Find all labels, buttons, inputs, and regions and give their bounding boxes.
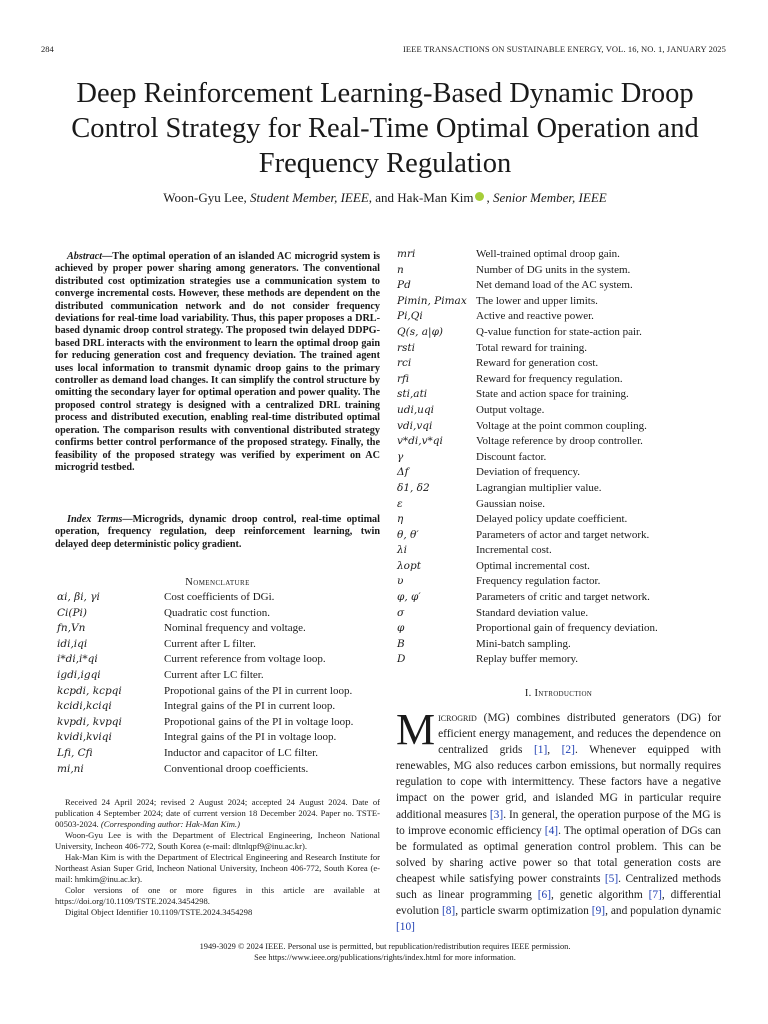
author-line: Woon-Gyu Lee, Student Member, IEEE, and Hak-Man Kim , Senior Member, IEEE xyxy=(163,190,607,205)
introduction-body xyxy=(396,705,722,935)
nomenclature-symbol: ε xyxy=(397,497,403,510)
nomenclature-row xyxy=(397,294,658,310)
nomenclature-description: State and action space for training. xyxy=(476,388,629,401)
author-2-affiliation: Hak-Man Kim is with the Department of Electrical Engineering and Research Institute for Northeast Asian Super Grid, Incheon National University, Incheon 406-772, South Korea (e-mail: hmkim@inu.ac.kr). xyxy=(55,852,380,884)
nomenclature-row xyxy=(397,497,658,513)
nomenclature-description: Nominal frequency and voltage. xyxy=(164,622,306,635)
nomenclature-row xyxy=(57,684,353,700)
nomenclature-symbol: rci xyxy=(397,357,412,370)
journal-header: IEEE TRANSACTIONS ON SUSTAINABLE ENERGY, VOL. 16, NO. 1, JANUARY 2025 xyxy=(402,44,726,54)
nomenclature-symbol: udi,uqi xyxy=(397,403,435,416)
intro-text: . Whenever equipped with renewables, MG also reduces carbon emissions, but normally requires regulation to cope with intermittency. These factors have a negative impact on the power grid, and islanded MG in particular require additional measures xyxy=(396,744,721,821)
nomenclature-row xyxy=(397,278,658,294)
abstract-label: Abstract xyxy=(67,251,103,262)
nomenclature-description: Number of DG units in the system. xyxy=(476,263,631,276)
nomenclature-row xyxy=(57,668,353,684)
nomenclature-symbol: kcidi,kciqi xyxy=(57,700,112,713)
nomenclature-description: Inductor and capacitor of LC filter. xyxy=(164,746,318,759)
nomenclature-symbol: D xyxy=(397,653,406,666)
nomenclature-symbol: υ xyxy=(397,575,404,588)
intro-text: , differential evolution xyxy=(396,889,721,918)
paper-title: Deep Reinforcement Learning-Based Dynamic Droop Control Strategy for Real-Time Optimal Operation and Frequency Regulation xyxy=(71,78,699,179)
nomenclature-symbol: θ, θ′ xyxy=(397,528,419,541)
nomenclature-description: Current after LC filter. xyxy=(164,668,264,681)
nomenclature-symbol: Ci(Pi) xyxy=(57,606,88,619)
nomenclature-description: Total reward for training. xyxy=(476,341,588,354)
nomenclature-symbol: mri xyxy=(397,248,416,260)
nomenclature-row xyxy=(397,309,658,325)
section-numeral: I. xyxy=(524,688,532,699)
citation-link[interactable]: [1] xyxy=(533,744,548,757)
nomenclature-symbol: kvidi,kviqi xyxy=(57,731,112,744)
nomenclature-description: Reward for generation cost. xyxy=(476,357,599,370)
nomenclature-row xyxy=(397,341,658,357)
nomenclature-description: Current reference from voltage loop. xyxy=(164,653,326,666)
nomenclature-row xyxy=(397,574,658,590)
nomenclature-row xyxy=(397,325,658,341)
nomenclature-symbol: Pi,Qi xyxy=(397,310,423,323)
nomenclature-row xyxy=(397,559,658,575)
nomenclature-description: Incremental cost. xyxy=(476,544,552,557)
nomenclature-row xyxy=(57,590,353,606)
received-notes xyxy=(55,797,380,918)
nomenclature-row xyxy=(397,512,658,528)
nomenclature-symbol: φ, φ′ xyxy=(397,591,421,604)
nomenclature-symbol: η xyxy=(397,513,404,526)
nomenclature-description: Integral gains of the PI in voltage loop. xyxy=(164,731,337,744)
nomenclature-row xyxy=(57,715,353,731)
nomenclature-symbol: idi,iqi xyxy=(57,637,88,650)
nomenclature-description: Integral gains of the PI in current loop. xyxy=(164,700,336,713)
nomenclature-row xyxy=(57,762,353,778)
nomenclature-description: Replay buffer memory. xyxy=(476,653,579,666)
nomenclature-symbol: δ1, δ2 xyxy=(397,481,430,494)
nomenclature-description: Current after L filter. xyxy=(164,637,256,650)
nomenclature-row xyxy=(57,621,353,637)
nomenclature-description: Conventional droop coefficients. xyxy=(164,762,309,775)
nomenclature-row xyxy=(397,528,658,544)
nomenclature-symbol: Q(s, a|φ) xyxy=(397,325,444,338)
citation-link[interactable]: [2] xyxy=(561,744,575,757)
nomenclature-symbol: φ xyxy=(397,622,405,635)
introduction-heading xyxy=(396,688,721,699)
nomenclature-description: Propotional gains of the PI in voltage loop. xyxy=(164,715,354,728)
nomenclature-symbol: v*di,v*qi xyxy=(397,435,443,448)
nomenclature-symbol: rsti xyxy=(397,341,415,354)
intro-text: . In general, the operation purpose of the MG is to improve economic efficiency xyxy=(396,808,721,837)
intro-text: , genetic algorithm xyxy=(551,889,649,902)
abstract-text: The optimal operation of an islanded AC microgrid system is achieved by proper power sharing among generators. The conventional distributed cost optimization strategies use a communication system to converge incremental costs. However, these methods are dependent on the distributed communication network and do not consider frequency deviations for real-time load variability. Thus, this paper proposes a DRL-based dynamic droop control strategy. The proposed twin delayed DDPG-based DRL interacts with the environment to learn the optimal droop gain for reducing generation cost and frequency deviation. The trained agent uses local information to transmit dynamic droop gains to the primary controller as demand load changes. It can simplify the control structure by omitting the secondary layer for optimal operation and power quality. The proposed control strategy is designed with a centralized DRL training process and distributed execution, enabling real-time distributed optimal operation. The comparison results with conventional distributed strategy confirms better control performance of the proposed strategy. Finally, the feasibility of the proposed strategy was verified by experiment on AC microgrid testbed. xyxy=(55,251,380,473)
index-terms-text: Microgrids, dynamic droop control, real-time optimal operation, frequency regulation, deep reinforcement learning, twin delayed deep deterministic policy gradient. xyxy=(55,514,380,550)
section-title: Introduction xyxy=(534,688,593,699)
nomenclature-description: Well-trained optimal droop gain. xyxy=(476,248,620,260)
nomenclature-description: Discount factor. xyxy=(476,450,547,463)
nomenclature-row xyxy=(57,699,353,715)
nomenclature-symbol: γ xyxy=(397,450,404,463)
author-1-name: Woon-Gyu Lee xyxy=(163,190,244,205)
nomenclature-description: Cost coefficients of DGi. xyxy=(164,591,275,603)
nomenclature-row xyxy=(397,652,658,668)
nomenclature-heading: Nomenclature xyxy=(185,577,250,588)
nomenclature-row xyxy=(397,263,658,279)
nomenclature-row xyxy=(57,637,353,653)
nomenclature-symbol: vdi,vqi xyxy=(397,419,433,432)
author-1-affiliation: Woon-Gyu Lee is with the Department of Electrical Engineering, Incheon National University, Incheon 406-772, South Korea (e-mail: dltnlqpf9@inu.ac.kr). xyxy=(55,830,380,851)
page-number: 284 xyxy=(41,44,54,54)
citation-link[interactable]: [7] xyxy=(648,889,662,902)
nomenclature-description: Delayed policy update coefficient. xyxy=(476,513,628,526)
nomenclature-row xyxy=(397,247,658,263)
nomenclature-row xyxy=(57,730,353,746)
citation-link[interactable]: [5] xyxy=(604,872,619,885)
intro-text: , particle swarm optimization xyxy=(455,905,592,918)
corresponding-author: (Corresponding author: Hak-Man Kim.) xyxy=(100,819,240,829)
nomenclature-row xyxy=(397,387,658,403)
nomenclature-symbol: igdi,igqi xyxy=(57,668,101,681)
nomenclature-description: The lower and upper limits. xyxy=(476,294,598,307)
nomenclature-symbol: rfi xyxy=(397,372,410,385)
nomenclature-table-right xyxy=(397,247,658,668)
nomenclature-symbol: λi xyxy=(397,544,408,557)
color-versions-note: Color versions of one or more figures in this article are available at https://doi.org/10.1109/TSTE.2024.3454298. xyxy=(55,885,380,906)
nomenclature-row xyxy=(397,621,658,637)
citation-link[interactable]: [8] xyxy=(441,905,456,918)
nomenclature-description: Quadratic cost function. xyxy=(164,606,270,619)
nomenclature-row xyxy=(397,481,658,497)
nomenclature-symbol: Δf xyxy=(397,466,409,479)
received-dates-text: Received 24 April 2024; revised 2 August 2024; accepted 24 August 2024. Date of publication 4 September 2024; date of current version 18 December 2024. Paper no. TSTE-00503-2024. xyxy=(55,797,380,829)
nomenclature-description: Gaussian noise. xyxy=(476,497,546,510)
nomenclature-row xyxy=(397,403,658,419)
nomenclature-row xyxy=(397,450,658,466)
received-dates xyxy=(55,797,380,830)
nomenclature-description: Optimal incremental cost. xyxy=(476,559,590,572)
nomenclature-symbol: mi,ni xyxy=(57,762,84,775)
nomenclature-symbol: σ xyxy=(397,606,405,619)
nomenclature-row xyxy=(397,637,658,653)
nomenclature-symbol: Pd xyxy=(397,279,411,292)
nomenclature-symbol: fn,Vn xyxy=(57,622,86,635)
citation-link[interactable]: [3] xyxy=(489,808,504,821)
intro-text: , xyxy=(547,744,562,757)
nomenclature-description: Deviation of frequency. xyxy=(476,466,581,479)
nomenclature-description: Voltage at the point common coupling. xyxy=(476,419,647,432)
nomenclature-description: Reward for frequency regulation. xyxy=(476,372,623,385)
nomenclature-symbol: kvpdi, kvpqi xyxy=(57,715,122,728)
nomenclature-description: Q-value function for state-action pair. xyxy=(476,325,642,338)
copyright-line: 1949-3029 © 2024 IEEE. Personal use is permitted, but republication/redistribution requires IEEE permission. xyxy=(199,942,571,951)
nomenclature-description: Lagrangian multiplier value. xyxy=(476,481,602,494)
nomenclature-symbol: Lfi, Cfi xyxy=(57,746,93,759)
nomenclature-description: Mini-batch sampling. xyxy=(476,637,571,650)
intro-text: . Centralized methods such as linear programming xyxy=(396,872,721,902)
intro-text: , and population dynamic xyxy=(605,905,722,918)
nomenclature-description: Output voltage. xyxy=(476,403,545,416)
nomenclature-symbol: kcpdi, kcpqi xyxy=(57,684,122,697)
nomenclature-symbol: B xyxy=(397,637,405,650)
author-2-name: Hak-Man Kim xyxy=(397,190,474,205)
citation-link[interactable]: [4] xyxy=(544,824,559,837)
citation-link[interactable]: [6] xyxy=(537,889,552,902)
drop-cap: M xyxy=(396,705,436,754)
nomenclature-row xyxy=(397,465,658,481)
nomenclature-symbol: αi, βi, γi xyxy=(57,591,100,603)
nomenclature-row xyxy=(397,543,658,559)
index-terms: Index Terms—Microgrids, dynamic droop control, real-time optimal operation, frequency regulation, deep reinforcement learning, twin delayed deep deterministic policy gradient. xyxy=(55,514,380,550)
nomenclature-row xyxy=(57,746,353,762)
nomenclature-description: Voltage reference by droop controller. xyxy=(476,435,643,448)
nomenclature-row xyxy=(397,356,658,372)
nomenclature-description: Frequency regulation factor. xyxy=(476,575,601,588)
nomenclature-description: Proportional gain of frequency deviation. xyxy=(476,622,658,635)
nomenclature-row xyxy=(57,652,353,668)
nomenclature-row xyxy=(57,606,353,622)
nomenclature-symbol: λopt xyxy=(397,559,421,572)
author-connector: , and xyxy=(368,190,398,205)
nomenclature-symbol: n xyxy=(397,263,404,276)
doi-line: Digital Object Identifier 10.1109/TSTE.2024.3454298 xyxy=(65,907,253,917)
nomenclature-row xyxy=(397,606,658,622)
nomenclature-description: Active and reactive power. xyxy=(476,310,594,323)
lead-word: icrogrid xyxy=(438,712,477,724)
nomenclature-symbol: sti,ati xyxy=(397,388,428,401)
index-terms-label: Index Terms xyxy=(67,514,123,525)
nomenclature-symbol: Pimin, Pimax xyxy=(397,294,467,307)
author-2-role: Senior Member, IEEE xyxy=(492,190,607,205)
nomenclature-row xyxy=(397,372,658,388)
copyright-footer xyxy=(40,941,730,963)
nomenclature-row xyxy=(397,434,658,450)
nomenclature-description: Parameters of critic and target network. xyxy=(476,591,650,604)
nomenclature-row xyxy=(397,419,658,435)
intro-text: (MG) combines distributed generators (DG) for efficient energy management, and reduces the dependence on centralized grids xyxy=(438,712,721,757)
orcid-icon[interactable] xyxy=(475,192,484,201)
nomenclature-row xyxy=(397,590,658,606)
intro-text: . The optimal operation of DGs can be formulated as optimal generation control problem. This can be solved by sharing active power so that total generation costs are cheapest while satisfying power constraints xyxy=(396,824,721,885)
nomenclature-table-left xyxy=(57,590,353,777)
rights-line: See https://www.ieee.org/publications/rights/index.html for more information. xyxy=(254,953,516,962)
nomenclature-description: Net demand load of the AC system. xyxy=(476,279,633,292)
nomenclature-description: Propotional gains of the PI in current loop. xyxy=(164,684,353,697)
abstract: Abstract—The optimal operation of an islanded AC microgrid system is achieved by proper power sharing among generators. The conventional distributed cost optimization strategies use a communication system to converge incremental costs. However, these methods are dependent on the distributed communication network and do not consider frequency deviations for real-time load variability. Thus, this paper proposes a DRL-based dynamic droop control strategy. The proposed twin delayed DDPG-based DRL interacts with the environment to learn the optimal droop gain for reducing generation cost and frequency deviation. The trained agent uses local information to transmit dynamic droop gains to the primary controller as demand load changes. It can simplify the control structure by omitting the secondary layer for optimal operation and power quality. The proposed control strategy is designed with a centralized DRL training process and distributed execution, enabling real-time distributed optimal operation. The comparison results with conventional distributed strategy confirms better control performance of the proposed strategy. Finally, the feasibility of the proposed strategy was verified by experiment on AC microgrid testbed. xyxy=(55,251,380,473)
nomenclature-symbol: i*di,i*qi xyxy=(57,653,98,666)
author-1-role: Student Member, IEEE xyxy=(249,190,369,205)
citation-link[interactable]: [9] xyxy=(591,905,606,918)
citation-link[interactable]: [10] xyxy=(396,921,415,934)
nomenclature-description: Parameters of actor and target network. xyxy=(476,528,650,541)
nomenclature-description: Standard deviation value. xyxy=(476,606,589,619)
